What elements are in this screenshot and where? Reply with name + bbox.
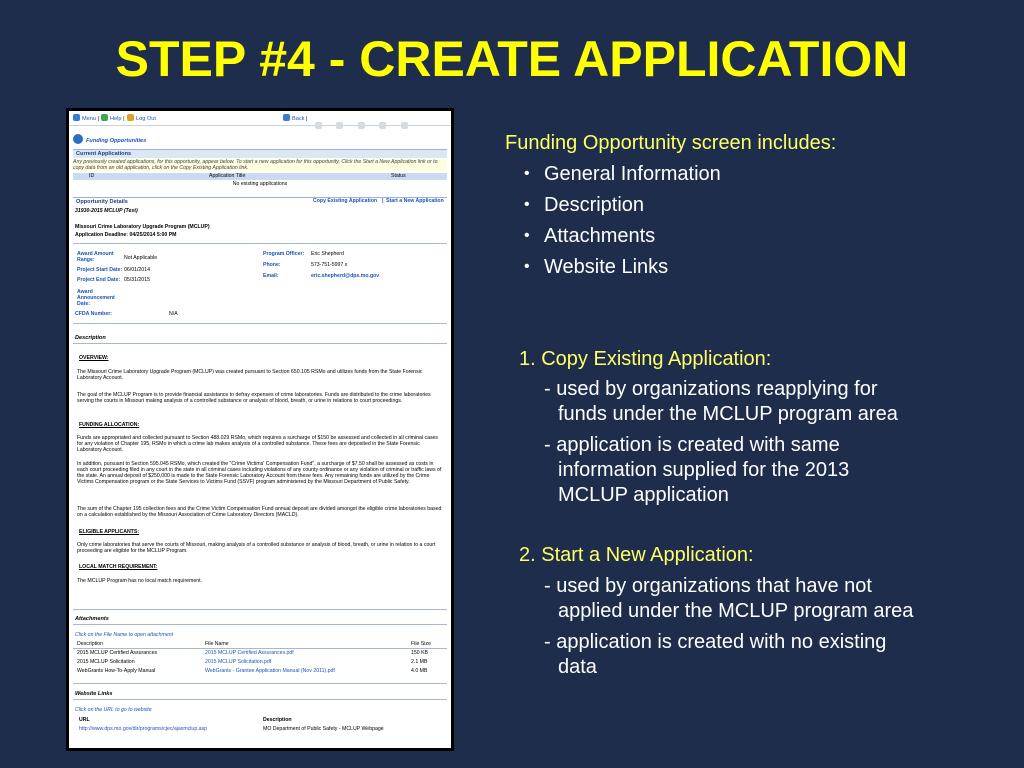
attachment-size: 150 KB [411, 650, 429, 656]
project-end-label: Project End Date: [77, 277, 121, 283]
attachment-desc: 2015 MCLUP Certified Assurances [77, 650, 158, 656]
attach-col-description: Description [77, 641, 103, 647]
bullet-item: Website Links [544, 256, 669, 278]
attachment-size: 4.0 MB [411, 668, 428, 674]
option-2-line: - application is created with no existing [544, 631, 887, 653]
option-1-line: - used by organizations reapplying for [544, 378, 878, 400]
col-application-title: Application Title [209, 173, 246, 179]
bullet-dot: • [524, 196, 530, 213]
option-1-line: funds under the MCLUP program area [558, 403, 898, 425]
menu-icon [73, 114, 80, 121]
funding-paragraph-3: The sum of the Chapter 195 collection fees and the Crime Victim Compensation Fund annual deposit are divided amongst the eligible crime laboratories based on a calculation established by the Missouri Association of Crime Laboratory Directors (MACLD). [77, 506, 442, 519]
option-1-line: - application is created with same [544, 434, 840, 456]
divider [73, 343, 447, 344]
menu-link[interactable]: Menu | [73, 114, 99, 123]
funding-paragraph-1: Funds are appropriated and collected pursuant to Section 488.029 RSMo, which requires a surcharge of $150 be assessed and collected in all criminal cases for any violation of Chapter 195, RSMo in which a crime lab makes analysis of a controlled substance. These fees are deposited in the State Forensic Laboratory Account. [77, 435, 439, 454]
award-announcement-label: Award Announcement Date: [77, 289, 115, 307]
option-2-line: - used by organizations that have not [544, 575, 872, 597]
award-amount-value: Not Applicable [124, 255, 158, 261]
intro-heading: Funding Opportunity screen includes: [505, 132, 837, 154]
toolbar [69, 111, 451, 126]
back-link[interactable]: Back | [283, 114, 307, 123]
help-icon [101, 114, 108, 121]
add-icon [336, 122, 343, 129]
website-description: MO Department of Public Safety - MCLUP Webpage [263, 726, 384, 732]
divider [73, 624, 447, 625]
back-icon [283, 114, 290, 121]
attachments-heading: Attachments [75, 616, 109, 622]
col-id: ID [89, 173, 95, 179]
option-1-heading: 1. Copy Existing Application: [519, 348, 772, 370]
attachment-file-link[interactable]: WebGrants - Grantee Application Manual (Nov 2011).pdf [205, 668, 335, 674]
bullet-dot: • [524, 165, 530, 182]
print-icon [315, 122, 322, 129]
applications-table-header [73, 173, 447, 180]
funding-paragraph-2: In addition, pursuant to Section 595.045 RSMo, which created the "Crime Victims' Compensation Fund", a surcharge of $7.50 shall be assessed as costs in each court proceeding filed in any court in the state in all criminal cases including violations of any county ordinance or any violation of criminal or traffic laws of the state. An annual deposit of $250,000 is made to the State Forensic Laboratory Account from these fees. Any remaining funds are utilized by the Crime Victims Compensation program or the State Services to Victims Fund (SSVF) program administered by the Missouri Department of Public Safety. [77, 461, 442, 486]
website-url-link[interactable]: http://www.dps.mo.gov/dir/programs/cjec/ajaxmclup.asp [79, 726, 208, 732]
eligible-paragraph: Only crime laboratories that serve the courts of Missouri, making analysis of a controlled substance or analysis of blood, breath, or urine in relation to a court proceeding are eligible for the MCLUP Program. [77, 542, 436, 555]
cfda-value: N/A [169, 311, 178, 317]
email-link[interactable]: eric.shepherd@dps.mo.gov [311, 273, 380, 279]
bullet-item: Description [544, 194, 645, 216]
links-col-url: URL [79, 717, 90, 723]
delete-icon [358, 122, 365, 129]
attachment-desc: WebGrants How-To-Apply Manual [77, 668, 156, 674]
start-new-application-link[interactable]: Start a New Application [386, 198, 444, 204]
logout-link[interactable]: Log Out [127, 114, 156, 123]
links-col-description: Description [263, 717, 292, 723]
email-label: Email: [263, 273, 279, 279]
funding-heading: FUNDING ALLOCATION: [79, 422, 140, 428]
divider [73, 683, 447, 684]
divider [73, 609, 447, 610]
divider [73, 648, 447, 649]
cfda-label: CFDA Number: [75, 311, 112, 317]
match-heading: LOCAL MATCH REQUIREMENT: [79, 564, 158, 570]
phone-value: 573-751-5997 x [311, 262, 348, 268]
eligible-heading: ELIGIBLE APPLICANTS: [79, 529, 140, 535]
attachment-file-link[interactable]: 2015 MCLUP Solicitation.pdf [205, 659, 272, 665]
bullet-dot: • [524, 227, 530, 244]
description-heading: Description [75, 335, 106, 341]
current-applications-bar: Current Applications [73, 149, 447, 158]
save-icon [379, 122, 386, 129]
attach-col-size: File Size [411, 641, 431, 647]
applications-empty: No existing applications [232, 181, 288, 187]
divider [73, 323, 447, 324]
slide-title: STEP #4 - CREATE APPLICATION [115, 31, 909, 87]
bullet-item: General Information [544, 163, 721, 185]
attachment-desc: 2015 MCLUP Solicitation [77, 659, 135, 665]
award-amount-label: Award Amount Range: [77, 251, 114, 263]
application-deadline: Application Deadline: 04/25/2014 5:00 PM [75, 232, 177, 238]
divider [73, 699, 447, 700]
phone-label: Phone: [263, 262, 281, 268]
page-title: Funding Opportunities [86, 138, 147, 144]
overview-paragraph-2: The goal of the MCLUP Program is to provide financial assistance to defray expenses of crime laboratories. Funds are distributed to the crime laboratories serving the courts in Missouri making analysis of a controlled substance or analysis of blood, breath, or urine in relations to court proceedings. [77, 392, 431, 405]
attachment-file-link[interactable]: 2015 MCLUP Certified Assurances.pdf [205, 650, 294, 656]
overview-paragraph-1: The Missouri Crime Laboratory Upgrade Program (MCLUP) was created pursuant to Section 650.105 RSMo and utilizes funds from the State Forensic Laboratory Account. [77, 369, 423, 382]
option-2-line: applied under the MCLUP program area [558, 600, 914, 622]
funding-opportunities-header [73, 129, 447, 143]
check-icon [401, 122, 408, 129]
attachments-hint: Click on the File Name to open attachment [75, 632, 174, 638]
bullet-item: Attachments [544, 225, 656, 247]
overview-heading: OVERVIEW: [79, 355, 109, 361]
application-screenshot [66, 108, 454, 751]
help-link[interactable]: Help | [101, 114, 125, 123]
option-2-heading: 2. Start a New Application: [519, 544, 754, 566]
bullet-dot: • [524, 258, 530, 275]
copy-existing-application-link[interactable]: Copy Existing Application [313, 198, 378, 204]
attach-col-file: File Name [205, 641, 229, 647]
project-end-value: 05/31/2015 [124, 277, 150, 283]
program-name: Missouri Crime Laboratory Upgrade Program (MCLUP) [75, 224, 210, 230]
attachment-size: 2.1 MB [411, 659, 428, 665]
toolbar-disabled-icons [315, 115, 445, 121]
opportunity-code: 31930-2015 MCLUP (Test) [75, 208, 138, 214]
current-applications-note: Any previously created applications, for this opportunity, appear below. To start a new application for this opportunity, Click the Start a New Application link or to copy data from an old application, click on the Copy Existing Application link. [73, 159, 447, 171]
match-paragraph: The MCLUP Program has no local match requirement. [77, 578, 203, 584]
logout-icon [127, 114, 134, 121]
option-1-line: MCLUP application [558, 484, 729, 506]
program-officer-value: Eric Shepherd [311, 251, 344, 257]
website-links-heading: Website Links [75, 691, 113, 697]
option-2-line: data [558, 656, 597, 678]
program-officer-label: Program Officer: [263, 251, 305, 257]
funding-logo-icon [73, 134, 83, 144]
project-start-label: Project Start Date: [77, 267, 123, 273]
links-hint: Click on the URL to go to website [75, 707, 152, 713]
col-status: Status [391, 173, 406, 179]
option-1-line: information supplied for the 2013 [558, 459, 850, 481]
divider [73, 243, 447, 244]
opportunity-details-bar: Opportunity Details [73, 197, 447, 206]
project-start-value: 06/01/2014 [124, 267, 150, 273]
link-separator: | [382, 198, 384, 204]
